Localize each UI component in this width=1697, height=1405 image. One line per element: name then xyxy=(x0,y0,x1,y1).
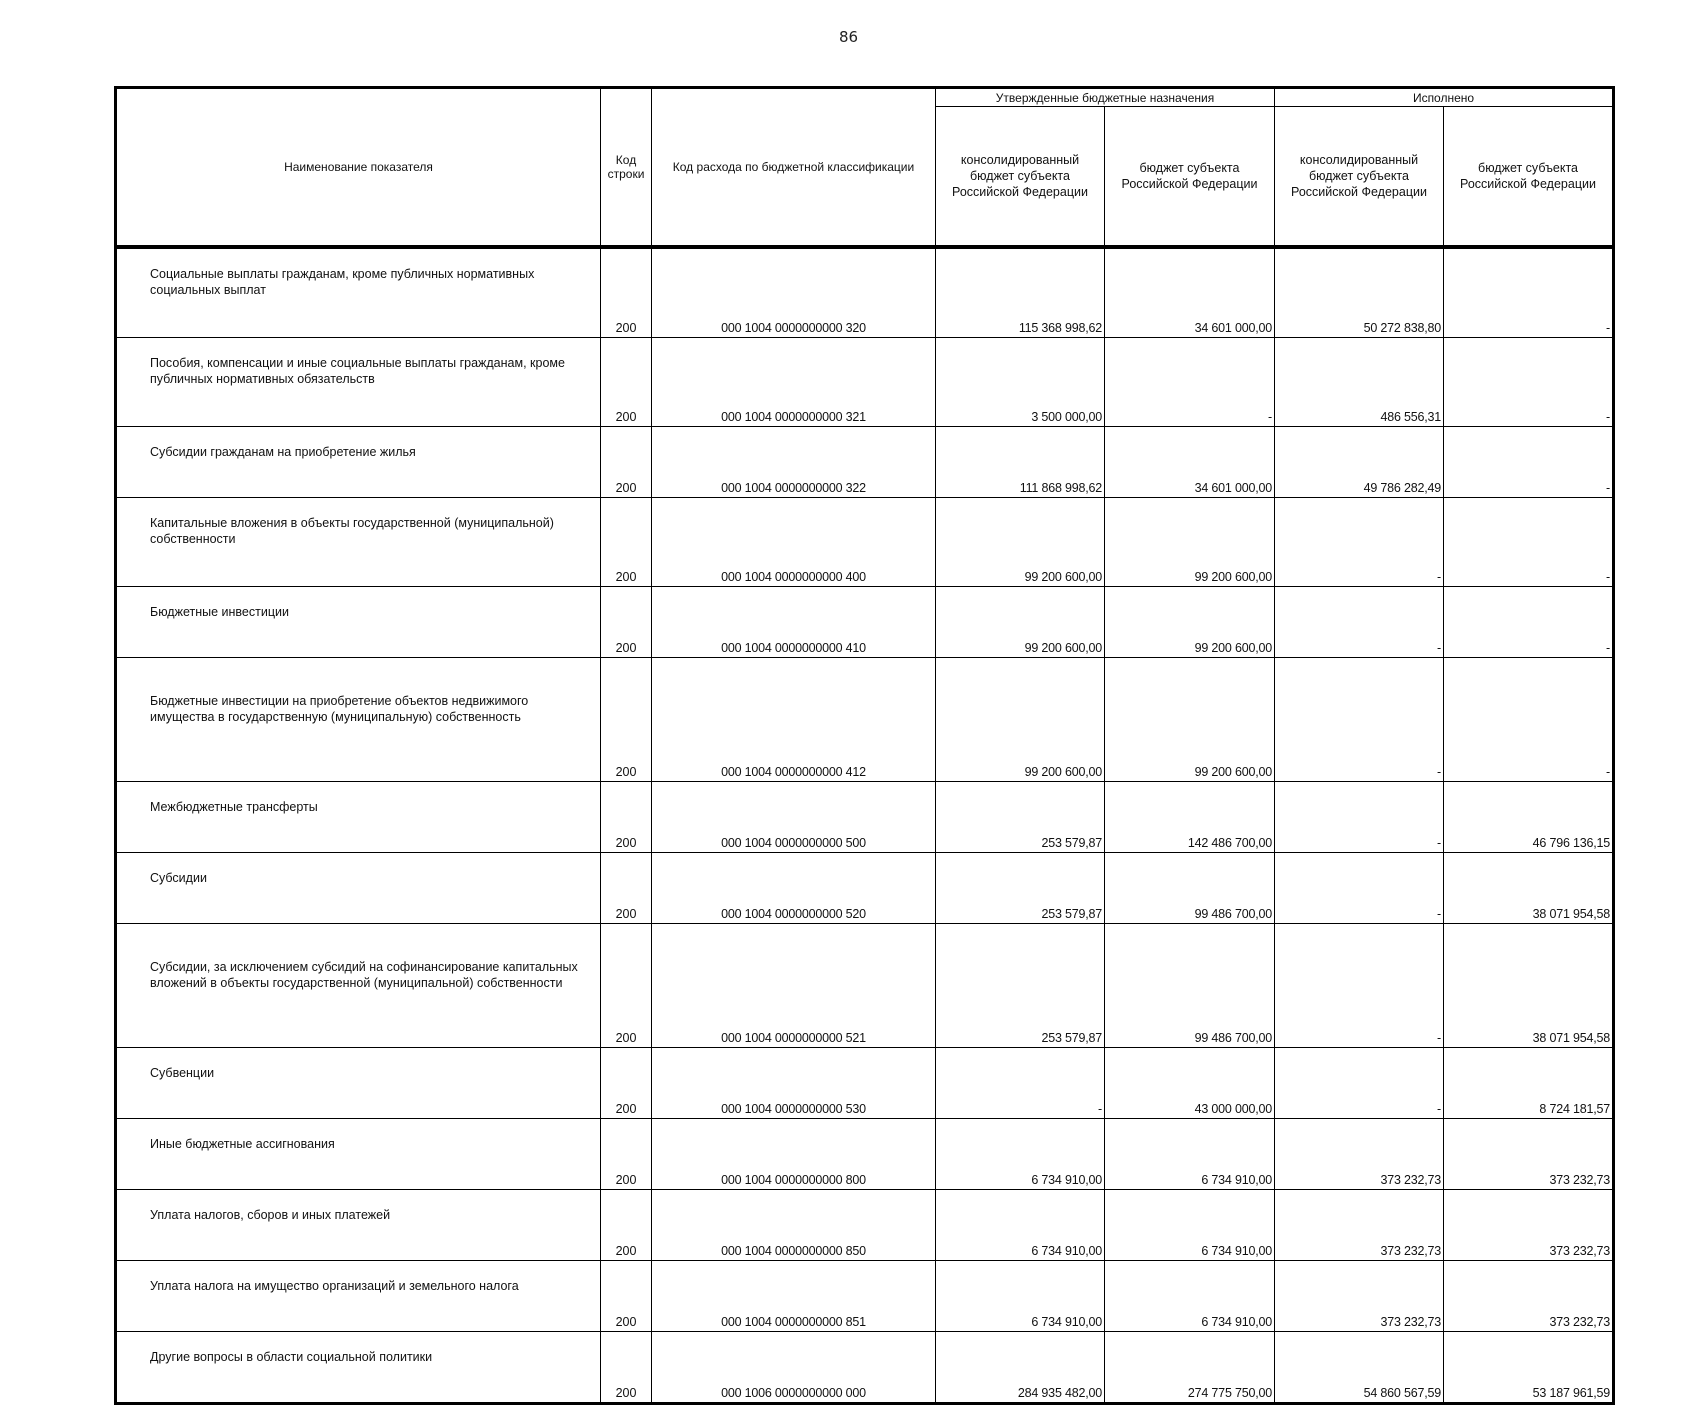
row-approved-consolidated: 6 734 910,00 xyxy=(936,1261,1105,1332)
row-approved-subject: 99 200 600,00 xyxy=(1105,498,1275,587)
row-code: 200 xyxy=(601,924,652,1048)
header-approved-consolidated: консолидированный бюджет субъекта Российской Федерации xyxy=(936,107,1105,248)
row-executed-consolidated: - xyxy=(1275,587,1444,658)
row-code: 200 xyxy=(601,1048,652,1119)
table-row xyxy=(116,427,1614,498)
row-approved-subject: 142 486 700,00 xyxy=(1105,782,1275,853)
row-approved-subject: 34 601 000,00 xyxy=(1105,247,1275,338)
row-classification-code: 000 1004 0000000000 850 xyxy=(652,1190,936,1261)
row-executed-subject: 38 071 954,58 xyxy=(1444,924,1614,1048)
row-classification-code: 000 1004 0000000000 520 xyxy=(652,853,936,924)
row-approved-subject: 274 775 750,00 xyxy=(1105,1332,1275,1404)
row-approved-consolidated: 6 734 910,00 xyxy=(936,1190,1105,1261)
table-row xyxy=(116,247,1614,338)
table-row xyxy=(116,1261,1614,1332)
table-row xyxy=(116,338,1614,427)
row-executed-consolidated: 54 860 567,59 xyxy=(1275,1332,1444,1404)
row-approved-subject: 6 734 910,00 xyxy=(1105,1119,1275,1190)
row-executed-consolidated: 50 272 838,80 xyxy=(1275,247,1444,338)
row-approved-subject: 99 200 600,00 xyxy=(1105,587,1275,658)
row-indicator-name: Социальные выплаты гражданам, кроме публичных нормативных социальных выплат xyxy=(116,247,601,338)
row-executed-consolidated: 373 232,73 xyxy=(1275,1190,1444,1261)
row-approved-subject: 99 486 700,00 xyxy=(1105,853,1275,924)
table-row xyxy=(116,658,1614,782)
row-executed-subject: 373 232,73 xyxy=(1444,1119,1614,1190)
row-approved-consolidated: 253 579,87 xyxy=(936,782,1105,853)
row-code: 200 xyxy=(601,338,652,427)
row-approved-subject: 6 734 910,00 xyxy=(1105,1190,1275,1261)
row-indicator-name: Бюджетные инвестиции на приобретение объектов недвижимого имущества в государственную (муниципальную) собственность xyxy=(116,658,601,782)
row-executed-subject: 38 071 954,58 xyxy=(1444,853,1614,924)
row-executed-subject: - xyxy=(1444,247,1614,338)
row-executed-subject: - xyxy=(1444,427,1614,498)
row-executed-subject: 53 187 961,59 xyxy=(1444,1332,1614,1404)
row-executed-subject: 373 232,73 xyxy=(1444,1190,1614,1261)
row-indicator-name: Субсидии, за исключением субсидий на софинансирование капитальных вложений в объекты государственной (муниципальной) собственности xyxy=(116,924,601,1048)
table-row xyxy=(116,1332,1614,1404)
row-code: 200 xyxy=(601,1190,652,1261)
row-approved-consolidated: 99 200 600,00 xyxy=(936,587,1105,658)
row-classification-code: 000 1004 0000000000 530 xyxy=(652,1048,936,1119)
row-executed-subject: - xyxy=(1444,498,1614,587)
row-code: 200 xyxy=(601,427,652,498)
row-classification-code: 000 1004 0000000000 410 xyxy=(652,587,936,658)
row-approved-consolidated: 253 579,87 xyxy=(936,853,1105,924)
row-executed-consolidated: - xyxy=(1275,853,1444,924)
row-executed-subject: - xyxy=(1444,338,1614,427)
row-executed-consolidated: - xyxy=(1275,498,1444,587)
row-code: 200 xyxy=(601,1119,652,1190)
row-executed-subject: 8 724 181,57 xyxy=(1444,1048,1614,1119)
row-executed-consolidated: - xyxy=(1275,924,1444,1048)
row-executed-subject: - xyxy=(1444,587,1614,658)
row-approved-subject: 6 734 910,00 xyxy=(1105,1261,1275,1332)
budget-execution-table xyxy=(114,86,1615,1405)
row-indicator-name: Капитальные вложения в объекты государственной (муниципальной) собственности xyxy=(116,498,601,587)
table-header xyxy=(116,88,1614,248)
row-indicator-name: Другие вопросы в области социальной политики xyxy=(116,1332,601,1404)
table-row xyxy=(116,1119,1614,1190)
row-indicator-name: Бюджетные инвестиции xyxy=(116,587,601,658)
row-indicator-name: Межбюджетные трансферты xyxy=(116,782,601,853)
row-executed-consolidated: 373 232,73 xyxy=(1275,1119,1444,1190)
table-row xyxy=(116,782,1614,853)
row-approved-consolidated: 115 368 998,62 xyxy=(936,247,1105,338)
row-executed-subject: 46 796 136,15 xyxy=(1444,782,1614,853)
row-approved-consolidated: 3 500 000,00 xyxy=(936,338,1105,427)
table-row xyxy=(116,853,1614,924)
row-approved-subject: - xyxy=(1105,338,1275,427)
row-classification-code: 000 1004 0000000000 400 xyxy=(652,498,936,587)
row-executed-consolidated: 49 786 282,49 xyxy=(1275,427,1444,498)
row-executed-subject: - xyxy=(1444,658,1614,782)
row-executed-consolidated: - xyxy=(1275,782,1444,853)
row-indicator-name: Субсидии гражданам на приобретение жилья xyxy=(116,427,601,498)
header-executed-consolidated: консолидированный бюджет субъекта Российской Федерации xyxy=(1275,107,1444,248)
table-row xyxy=(116,1190,1614,1261)
row-indicator-name: Иные бюджетные ассигнования xyxy=(116,1119,601,1190)
row-approved-subject: 43 000 000,00 xyxy=(1105,1048,1275,1119)
row-classification-code: 000 1004 0000000000 500 xyxy=(652,782,936,853)
header-approved-group: Утвержденные бюджетные назначения xyxy=(936,88,1275,107)
row-code: 200 xyxy=(601,782,652,853)
row-executed-consolidated: - xyxy=(1275,658,1444,782)
row-classification-code: 000 1004 0000000000 322 xyxy=(652,427,936,498)
row-approved-consolidated: 111 868 998,62 xyxy=(936,427,1105,498)
row-code: 200 xyxy=(601,587,652,658)
table-row xyxy=(116,924,1614,1048)
row-executed-subject: 373 232,73 xyxy=(1444,1261,1614,1332)
row-approved-consolidated: - xyxy=(936,1048,1105,1119)
row-approved-consolidated: 6 734 910,00 xyxy=(936,1119,1105,1190)
row-classification-code: 000 1004 0000000000 412 xyxy=(652,658,936,782)
row-executed-consolidated: 373 232,73 xyxy=(1275,1261,1444,1332)
row-classification-code: 000 1006 0000000000 000 xyxy=(652,1332,936,1404)
row-approved-consolidated: 99 200 600,00 xyxy=(936,658,1105,782)
header-indicator-name: Наименование показателя xyxy=(116,88,601,248)
row-code: 200 xyxy=(601,1261,652,1332)
page-number: 86 xyxy=(838,28,859,46)
row-approved-consolidated: 284 935 482,00 xyxy=(936,1332,1105,1404)
row-classification-code: 000 1004 0000000000 521 xyxy=(652,924,936,1048)
row-approved-subject: 99 200 600,00 xyxy=(1105,658,1275,782)
row-classification-code: 000 1004 0000000000 320 xyxy=(652,247,936,338)
row-code: 200 xyxy=(601,1332,652,1404)
row-executed-consolidated: 486 556,31 xyxy=(1275,338,1444,427)
header-executed-group: Исполнено xyxy=(1275,88,1614,107)
row-indicator-name: Пособия, компенсации и иные социальные выплаты гражданам, кроме публичных нормативных обязательств xyxy=(116,338,601,427)
table-row xyxy=(116,1048,1614,1119)
row-indicator-name: Субсидии xyxy=(116,853,601,924)
table-row xyxy=(116,498,1614,587)
row-code: 200 xyxy=(601,247,652,338)
row-classification-code: 000 1004 0000000000 851 xyxy=(652,1261,936,1332)
row-code: 200 xyxy=(601,658,652,782)
row-executed-consolidated: - xyxy=(1275,1048,1444,1119)
row-indicator-name: Уплата налогов, сборов и иных платежей xyxy=(116,1190,601,1261)
header-classification-code: Код расхода по бюджетной классификации xyxy=(652,88,936,248)
row-indicator-name: Субвенции xyxy=(116,1048,601,1119)
table-body xyxy=(116,247,1614,1404)
row-approved-consolidated: 99 200 600,00 xyxy=(936,498,1105,587)
row-code: 200 xyxy=(601,498,652,587)
row-code: 200 xyxy=(601,853,652,924)
row-indicator-name: Уплата налога на имущество организаций и земельного налога xyxy=(116,1261,601,1332)
row-classification-code: 000 1004 0000000000 321 xyxy=(652,338,936,427)
row-classification-code: 000 1004 0000000000 800 xyxy=(652,1119,936,1190)
header-executed-subject: бюджет субъекта Российской Федерации xyxy=(1444,107,1614,248)
header-row-code: Код строки xyxy=(601,88,652,248)
table-row xyxy=(116,587,1614,658)
row-approved-subject: 34 601 000,00 xyxy=(1105,427,1275,498)
row-approved-consolidated: 253 579,87 xyxy=(936,924,1105,1048)
row-approved-subject: 99 486 700,00 xyxy=(1105,924,1275,1048)
header-approved-subject: бюджет субъекта Российской Федерации xyxy=(1105,107,1275,248)
